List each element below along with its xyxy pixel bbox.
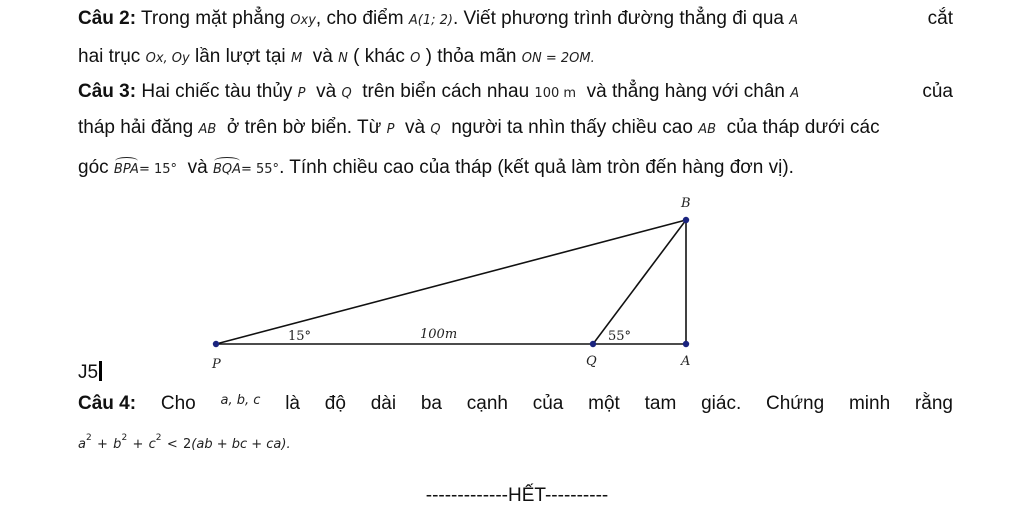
segment-pb xyxy=(216,220,686,344)
angle-bqa: BQA xyxy=(212,162,241,177)
question-2-line-1: Câu 2: Trong mặt phẳng Oxy, cho điểm A(1; 2). Viết phương trình đường thẳng đi qua A cắt xyxy=(78,8,953,29)
angle-bpa: BPA xyxy=(113,162,139,177)
distance-label: 100m xyxy=(420,327,458,342)
lighthouse-figure xyxy=(200,190,720,380)
question-3-label: Câu 3: xyxy=(78,81,137,102)
point-a-dot xyxy=(683,341,689,347)
end-title: HẾT xyxy=(508,485,545,506)
condition-formula: ON = 2OM xyxy=(521,51,591,66)
label-q: Q xyxy=(586,354,597,369)
question-4-line-1: Câu 4: Cho a, b, c là độ dài ba cạnh của một tam giác. Chứng minh rằng xyxy=(78,393,953,414)
question-3-line-3: góc BPA= 15° và BQA= 55°. Tính chiều cao của tháp (kết quả làm tròn đến hàng đơn vị). xyxy=(78,157,794,178)
inequality-formula: $a^2 + b^2 + c^2 < 2(ab$ + bc + ca). xyxy=(78,433,291,452)
end-marker: -------------HẾT---------- xyxy=(425,485,609,506)
point-p-dot xyxy=(213,341,219,347)
label-a: A xyxy=(681,354,691,369)
point-a: A(1; 2) xyxy=(408,13,453,28)
point-q-dot xyxy=(590,341,596,347)
text-cursor xyxy=(99,361,102,381)
question-4-label: Câu 4: xyxy=(78,393,137,414)
point-b-dot xyxy=(683,217,689,223)
question-3-line-2: tháp hải đăng AB ở trên bờ biển. Từ P và Q người ta nhìn thấy chiều cao AB của tháp dưới các xyxy=(78,117,880,138)
question-3-line-1: Câu 3: Hai chiếc tàu thủy P và Q trên biển cách nhau 100 m và thẳng hàng với chân A của xyxy=(78,81,953,102)
segment-qb xyxy=(593,220,686,344)
answer-marker: J5 xyxy=(78,361,102,384)
sides-abc: a, b, c xyxy=(220,393,261,408)
question-2-line-2: hai trục Ox, Oy lần lượt tại M và N ( khác O ) thỏa mãn ON = 2OM. xyxy=(78,46,595,67)
angle-q-label: 55° xyxy=(608,329,632,344)
question-2-label: Câu 2: xyxy=(78,8,137,29)
label-b: B xyxy=(681,196,691,211)
label-p: P xyxy=(212,357,221,372)
angle-p-label: 15° xyxy=(288,329,312,344)
plane-oxy: Oxy xyxy=(290,13,316,28)
